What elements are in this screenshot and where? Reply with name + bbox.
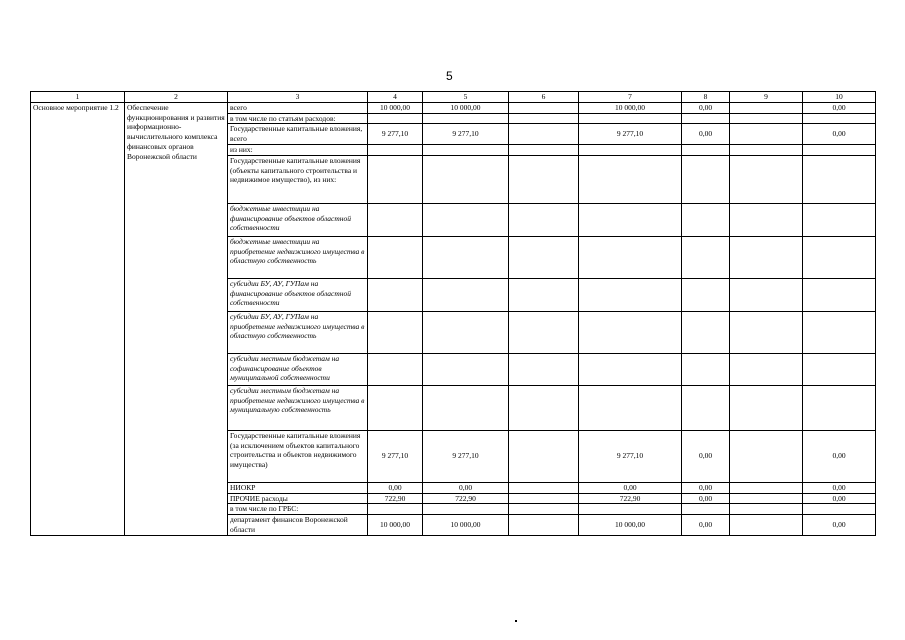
value-cell-c6 [509, 236, 579, 278]
row-label: департамент финансов Воронежской области [228, 515, 368, 536]
value-cell-c9 [730, 203, 803, 236]
value-cell-c5 [423, 236, 509, 278]
value-cell-c4: 722,90 [368, 493, 423, 504]
budget-table [30, 91, 876, 536]
value-cell-c5 [423, 144, 509, 155]
value-cell-c4 [368, 236, 423, 278]
value-cell-c9 [730, 113, 803, 124]
value-cell-c4: 9 277,10 [368, 124, 423, 145]
value-cell-c4: 10 000,00 [368, 515, 423, 536]
value-cell-c5: 722,90 [423, 493, 509, 504]
value-cell-c5 [423, 113, 509, 124]
value-cell-c5: 0,00 [423, 482, 509, 493]
row-label: ПРОЧИЕ расходы [228, 493, 368, 504]
value-cell-c6 [509, 311, 579, 353]
header-row [31, 92, 876, 103]
value-cell-c8 [682, 155, 730, 203]
value-cell-c5 [423, 385, 509, 430]
value-cell-c9 [730, 430, 803, 482]
value-cell-c8 [682, 504, 730, 515]
value-cell-c10 [803, 144, 876, 155]
value-cell-c9 [730, 353, 803, 385]
value-cell-c8 [682, 311, 730, 353]
value-cell-c10: 0,00 [803, 482, 876, 493]
value-cell-c4: 10 000,00 [368, 102, 423, 113]
value-cell-c6 [509, 203, 579, 236]
value-cell-c6 [509, 102, 579, 113]
value-cell-c4 [368, 311, 423, 353]
row-label: в том числе по ГРБС: [228, 504, 368, 515]
value-cell-c4 [368, 144, 423, 155]
value-cell-c5 [423, 278, 509, 311]
value-cell-c4 [368, 504, 423, 515]
value-cell-c9 [730, 236, 803, 278]
value-cell-c7 [579, 113, 682, 124]
row-label: субсидии БУ, АУ, ГУПам на приобретение недвижимого имущества в областную собственность [228, 311, 368, 353]
value-cell-c9 [730, 278, 803, 311]
value-cell-c5: 9 277,10 [423, 430, 509, 482]
value-cell-c4 [368, 385, 423, 430]
value-cell-c6 [509, 385, 579, 430]
value-cell-c5: 10 000,00 [423, 102, 509, 113]
value-cell-c4 [368, 113, 423, 124]
value-cell-c8: 0,00 [682, 102, 730, 113]
value-cell-c8 [682, 236, 730, 278]
header-cell: 4 [368, 92, 423, 103]
value-cell-c10 [803, 353, 876, 385]
value-cell-c7 [579, 278, 682, 311]
value-cell-c9 [730, 311, 803, 353]
header-cell: 10 [803, 92, 876, 103]
value-cell-c7 [579, 311, 682, 353]
value-cell-c8: 0,00 [682, 124, 730, 145]
value-cell-c6 [509, 155, 579, 203]
value-cell-c10: 0,00 [803, 493, 876, 504]
value-cell-c7 [579, 385, 682, 430]
value-cell-c7 [579, 144, 682, 155]
row-label: из них: [228, 144, 368, 155]
event-name-cell: Обеспечение функционирования и развития информационно-вычислительного комплекса финансовых органов Воронежской области [125, 102, 228, 535]
value-cell-c6 [509, 504, 579, 515]
value-cell-c7 [579, 236, 682, 278]
value-cell-c9 [730, 504, 803, 515]
value-cell-c9 [730, 144, 803, 155]
value-cell-c8: 0,00 [682, 515, 730, 536]
value-cell-c10: 0,00 [803, 430, 876, 482]
value-cell-c10 [803, 113, 876, 124]
value-cell-c10 [803, 311, 876, 353]
value-cell-c7 [579, 353, 682, 385]
value-cell-c6 [509, 124, 579, 145]
value-cell-c4 [368, 278, 423, 311]
value-cell-c8 [682, 385, 730, 430]
value-cell-c9 [730, 155, 803, 203]
value-cell-c8 [682, 353, 730, 385]
header-cell: 6 [509, 92, 579, 103]
page-number: 5 [446, 69, 453, 83]
value-cell-c5 [423, 504, 509, 515]
value-cell-c4 [368, 203, 423, 236]
value-cell-c5: 10 000,00 [423, 515, 509, 536]
row-label: в том числе по статьям расходов: [228, 113, 368, 124]
row-label: субсидии местным бюджетам на приобретение недвижимого имущества в муниципальную собственность [228, 385, 368, 430]
value-cell-c4 [368, 155, 423, 203]
event-label-cell: Основное мероприятие 1.2 [31, 102, 125, 535]
value-cell-c7: 9 277,10 [579, 124, 682, 145]
value-cell-c9 [730, 493, 803, 504]
value-cell-c7 [579, 504, 682, 515]
header-cell: 2 [125, 92, 228, 103]
stray-mark [515, 620, 517, 622]
value-cell-c7: 0,00 [579, 482, 682, 493]
row-label: всего [228, 102, 368, 113]
table-row [31, 102, 876, 113]
row-label: бюджетные инвестиции на финансирование объектов областной собственности [228, 203, 368, 236]
value-cell-c10 [803, 385, 876, 430]
header-cell: 8 [682, 92, 730, 103]
value-cell-c10: 0,00 [803, 102, 876, 113]
value-cell-c7: 9 277,10 [579, 430, 682, 482]
value-cell-c4: 9 277,10 [368, 430, 423, 482]
value-cell-c7 [579, 203, 682, 236]
header-cell: 7 [579, 92, 682, 103]
value-cell-c8 [682, 278, 730, 311]
value-cell-c10: 0,00 [803, 515, 876, 536]
row-label: бюджетные инвестиции на приобретение недвижимого имущества в областную собственность [228, 236, 368, 278]
value-cell-c4: 0,00 [368, 482, 423, 493]
row-label: субсидии БУ, АУ, ГУПам на финансирование объектов областной собственности [228, 278, 368, 311]
value-cell-c10 [803, 155, 876, 203]
value-cell-c5: 9 277,10 [423, 124, 509, 145]
value-cell-c8: 0,00 [682, 493, 730, 504]
value-cell-c6 [509, 113, 579, 124]
value-cell-c8: 0,00 [682, 482, 730, 493]
value-cell-c9 [730, 482, 803, 493]
value-cell-c10: 0,00 [803, 124, 876, 145]
row-label: НИОКР [228, 482, 368, 493]
value-cell-c9 [730, 385, 803, 430]
header-cell: 9 [730, 92, 803, 103]
header-cell: 3 [228, 92, 368, 103]
value-cell-c5 [423, 353, 509, 385]
value-cell-c8 [682, 203, 730, 236]
value-cell-c7: 10 000,00 [579, 102, 682, 113]
value-cell-c5 [423, 155, 509, 203]
value-cell-c10 [803, 278, 876, 311]
value-cell-c6 [509, 430, 579, 482]
row-label: субсидии местным бюджетам на софинансирование объектов муниципальной собственности [228, 353, 368, 385]
value-cell-c10 [803, 504, 876, 515]
value-cell-c6 [509, 482, 579, 493]
value-cell-c7 [579, 155, 682, 203]
value-cell-c5 [423, 311, 509, 353]
value-cell-c8: 0,00 [682, 430, 730, 482]
value-cell-c10 [803, 236, 876, 278]
value-cell-c6 [509, 353, 579, 385]
value-cell-c9 [730, 515, 803, 536]
row-label: Государственные капитальные вложения (за исключением объектов капитального строительства и объектов недвижимого имущества) [228, 430, 368, 482]
header-cell: 5 [423, 92, 509, 103]
value-cell-c7: 10 000,00 [579, 515, 682, 536]
header-cell: 1 [31, 92, 125, 103]
row-label: Государственные капитальные вложения (объекты капитального строительства и недвижимое имущество), из них: [228, 155, 368, 203]
value-cell-c6 [509, 515, 579, 536]
row-label: Государственные капитальные вложения, всего [228, 124, 368, 145]
value-cell-c9 [730, 124, 803, 145]
value-cell-c6 [509, 493, 579, 504]
value-cell-c8 [682, 113, 730, 124]
value-cell-c6 [509, 278, 579, 311]
value-cell-c6 [509, 144, 579, 155]
value-cell-c5 [423, 203, 509, 236]
value-cell-c7: 722,90 [579, 493, 682, 504]
value-cell-c8 [682, 144, 730, 155]
value-cell-c4 [368, 353, 423, 385]
value-cell-c10 [803, 203, 876, 236]
value-cell-c9 [730, 102, 803, 113]
